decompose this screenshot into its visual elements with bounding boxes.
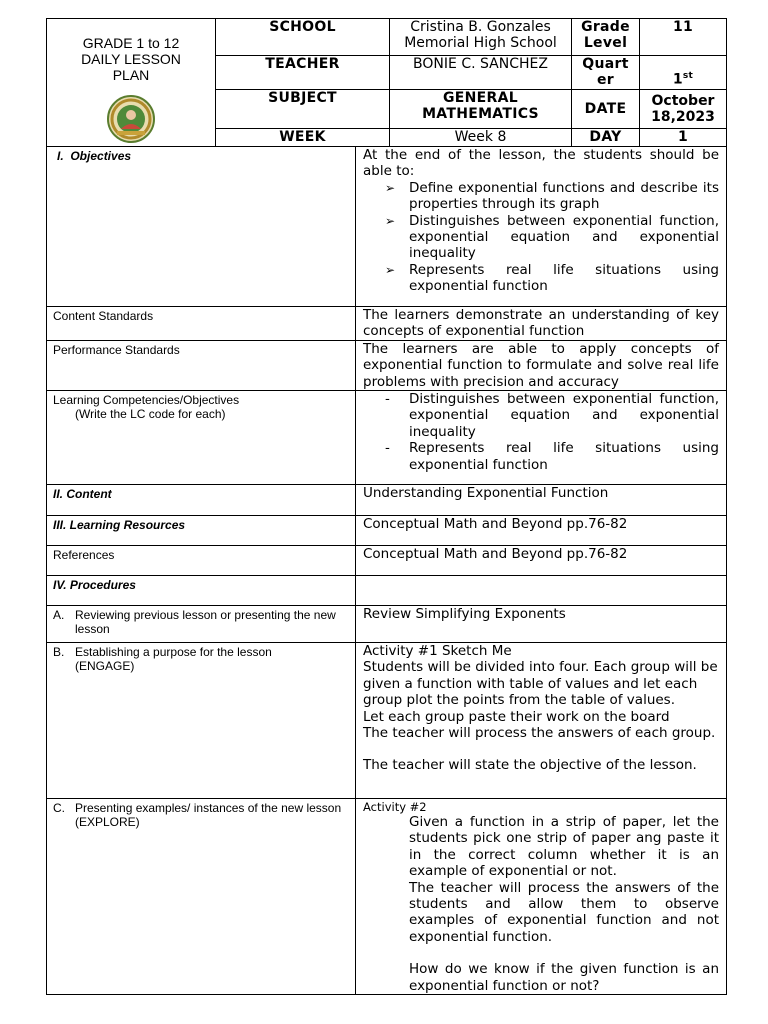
competencies-content [356, 391, 727, 485]
week-value: Week 8 [390, 128, 572, 146]
objective-item: ➢ Define exponential functions and describe its properties through its graph [363, 180, 719, 213]
activity-1-title: Activity #1 Sketch Me [363, 643, 512, 660]
week-label: WEEK [216, 128, 390, 146]
procedure-b-content [356, 643, 727, 799]
procedure-a-text: Review Simplifying Exponents [356, 606, 727, 643]
school-value: Cristina B. Gonzales Memorial High School [390, 19, 572, 56]
performance-standards-text: The learners are able to apply concepts of exponential function to formulate and solve real life problems with precision and accuracy [356, 340, 727, 390]
procedure-b-label: B. Establishing a purpose for the lesson (ENGAGE) [47, 643, 356, 799]
activity-2-description: Given a function in a strip of paper, let the students pick one strip of paper ang paste it in the correct column whether it is an example of exponential or not. [409, 814, 719, 880]
teacher-label: TEACHER [216, 55, 390, 90]
row-learning-resources [47, 516, 727, 546]
day-label: DAY [572, 128, 640, 146]
learning-resources-label: III. Learning Resources [47, 516, 356, 546]
day-value: 1 [640, 128, 727, 146]
performance-standards-label: Performance Standards [47, 340, 356, 390]
activity-1-step: Let each group paste their work on the board [363, 708, 670, 725]
procedures-label: IV. Procedures [47, 576, 356, 606]
grade-level-value: 11 [640, 19, 727, 56]
activity-2-process: The teacher will process the answers of the students and allow them to observe examples of exponential function and not exponential function. [409, 879, 719, 945]
school-label: SCHOOL [216, 19, 390, 56]
learning-resources-text: Conceptual Math and Beyond pp.76-82 [356, 516, 727, 546]
row-competencies [47, 391, 727, 485]
subject-label: SUBJECT [216, 90, 390, 129]
competencies-label: Learning Competencies/Objectives (Write the LC code for each) [47, 391, 356, 485]
objectives-content [356, 147, 727, 307]
content-standards-label: Content Standards [47, 307, 356, 341]
objectives-intro: At the end of the lesson, the students should be able to: [363, 147, 719, 180]
activity-1-objective: The teacher will state the objective of the lesson. [363, 757, 697, 774]
row-procedure-a [47, 606, 727, 643]
competency-item: - Distinguishes between exponential function, exponential equation and exponential inequality [363, 391, 719, 440]
header-table [46, 18, 727, 147]
row-content [47, 485, 727, 516]
quarter-label: Quart er [572, 55, 640, 90]
brand-line-1: GRADE 1 to 12 [82, 35, 180, 51]
row-procedure-b [47, 643, 727, 799]
row-procedures [47, 576, 727, 606]
date-value: October 18,2023 [640, 90, 727, 129]
activity-1-step: The teacher will process the answers of each group. [363, 725, 716, 742]
objective-item: ➢ Represents real life situations using exponential function [363, 262, 719, 295]
row-objectives [47, 147, 727, 307]
brand-line-3: PLAN [112, 67, 150, 83]
lesson-plan-page [46, 18, 726, 995]
teacher-value: BONIE C. SANCHEZ [390, 55, 572, 90]
content-standards-text: The learners demonstrate an understanding of key concepts of exponential function [356, 307, 727, 341]
procedure-a-label: A. Reviewing previous lesson or presenting the new lesson [47, 606, 356, 643]
activity-1-description: Students will be divided into four. Each group will be given a function with table of values and let each group plot the points from the table of values. [363, 659, 718, 709]
references-text: Conceptual Math and Beyond pp.76-82 [356, 546, 727, 576]
activity-2-title: Activity #2 [363, 800, 427, 815]
brand-line-2: DAILY LESSON [81, 51, 181, 67]
procedure-c-content [356, 799, 727, 995]
date-label: DATE [572, 90, 640, 129]
content-label: II. Content [47, 485, 356, 516]
quarter-value: 1st [640, 55, 727, 90]
subject-value: GENERAL MATHEMATICS [390, 90, 572, 129]
procedure-c-label: C. Presenting examples/ instances of the new lesson (EXPLORE) [47, 799, 356, 995]
procedures-empty [356, 576, 727, 606]
activity-2-question: How do we know if the given function is an exponential function or not? [409, 961, 719, 994]
school-seal-logo [107, 95, 155, 143]
row-procedure-c [47, 799, 727, 995]
competency-item: - Represents real life situations using exponential function [363, 440, 719, 473]
objectives-label: I. Objectives [47, 147, 356, 307]
objective-item: ➢ Distinguishes between exponential function, exponential equation and exponential inequality [363, 213, 719, 262]
lesson-body-table [46, 146, 727, 995]
row-content-standards [47, 307, 727, 341]
brand-block [47, 19, 216, 147]
row-performance-standards [47, 340, 727, 390]
content-text: Understanding Exponential Function [356, 485, 727, 516]
row-references [47, 546, 727, 576]
references-label: References [47, 546, 356, 576]
grade-level-label: Grade Level [572, 19, 640, 56]
